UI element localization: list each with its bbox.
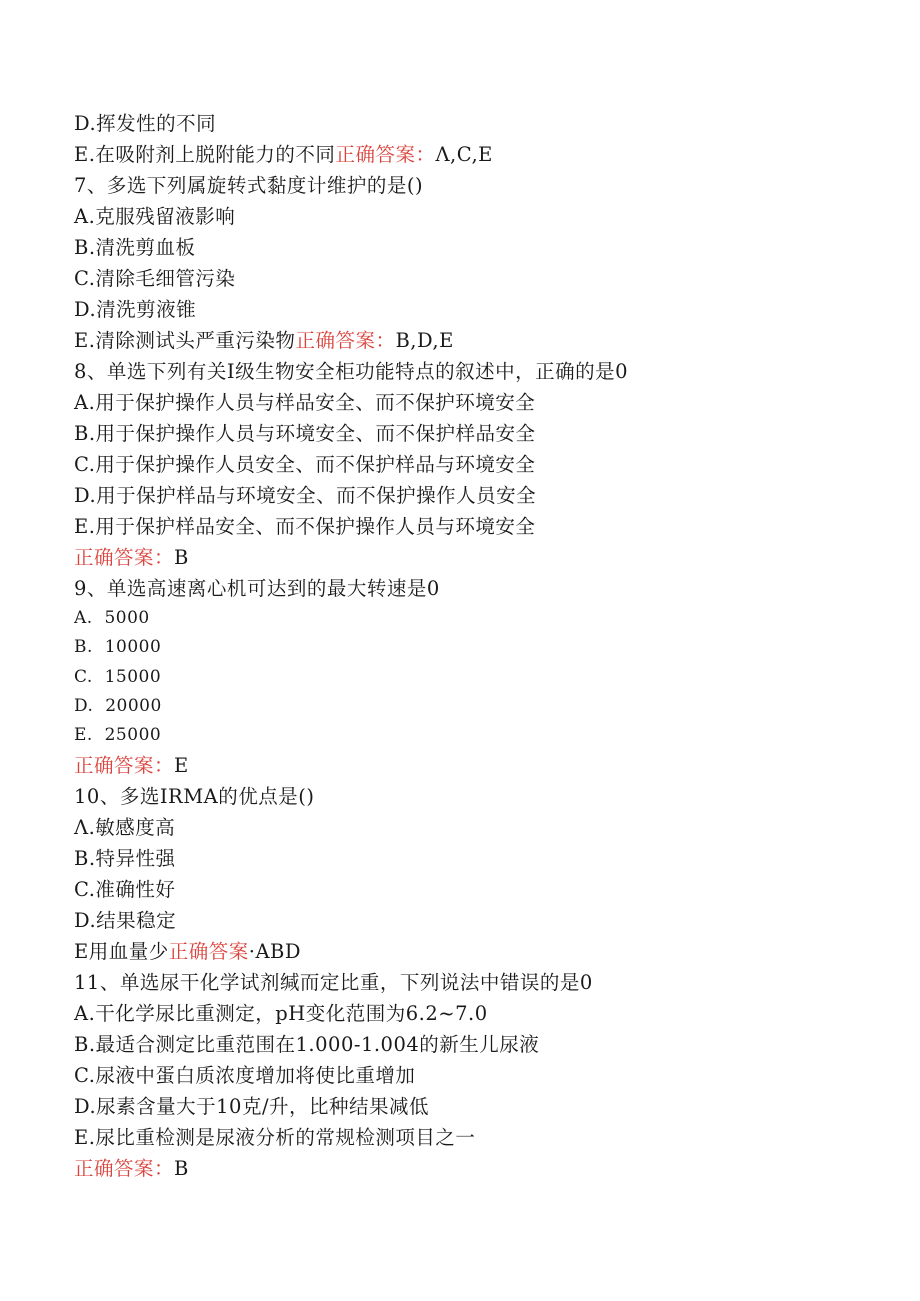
line-text: B.最适合测定比重范围在1.000-1.004的新生儿尿液 (74, 1033, 540, 1057)
line-text: C.尿液中蛋白质浓度增加将使比重增加 (74, 1064, 416, 1088)
answer-value: Λ,C,E (435, 143, 493, 166)
option-line (74, 263, 874, 294)
line-text: 8、单选下列有关I级生物安全柜功能特点的叙述中，正确的是0 (74, 360, 629, 383)
option-line (74, 449, 874, 480)
line-text: A. 5000 (74, 608, 150, 628)
answer-value: B (174, 1157, 189, 1181)
option-line (74, 936, 874, 967)
line-text: E用血量少 (74, 940, 169, 964)
option-line (74, 874, 874, 905)
question-line (74, 573, 874, 604)
text-line (74, 108, 874, 139)
option-line (74, 480, 874, 511)
line-text: A.用于保护操作人员与样品安全、而不保护环境安全 (74, 391, 536, 414)
option-line (74, 387, 874, 418)
line-text: B.特异性强 (74, 847, 176, 871)
text-line (74, 139, 874, 170)
line-text: E.清除测试头严重污染物 (74, 329, 296, 352)
option-line (74, 418, 874, 449)
answer-label: 正确答案： (295, 329, 396, 352)
option-line (74, 843, 874, 874)
line-text: 11、单选尿干化学试剂缄而定比重，下列说法中错误的是0 (74, 971, 593, 995)
option-line (74, 511, 874, 542)
option-line (74, 721, 874, 750)
line-text: 7、多选下列属旋转式黏度计维护的是() (74, 174, 424, 197)
answer-value: E (174, 754, 189, 778)
document-page (74, 108, 874, 1184)
answer-line (74, 1153, 874, 1184)
option-line (74, 201, 874, 232)
answer-label: 正确答案 (168, 940, 249, 964)
option-line (74, 294, 874, 325)
answer-value: B,D,E (395, 329, 454, 352)
option-line (74, 663, 874, 692)
option-line (74, 1091, 874, 1122)
line-text: E.在吸附剂上脱附能力的不同 (74, 143, 336, 166)
line-text: D.用于保护样品与环境安全、而不保护操作人员安全 (74, 484, 537, 507)
option-line (74, 998, 874, 1029)
answer-label: 正确答案： (74, 754, 175, 778)
line-text: A.干化学尿比重测定，pH变化范围为6.2~7.0 (74, 1002, 488, 1026)
answer-label: 正确答案： (74, 546, 175, 569)
line-text: B. 10000 (74, 637, 162, 658)
question-line (74, 356, 874, 387)
line-text: E.尿比重检测是尿液分析的常规检测项目之一 (74, 1126, 476, 1150)
line-text: Λ.敏感度高 (74, 816, 176, 840)
option-line (74, 604, 874, 633)
line-text: A.克服残留液影响 (74, 205, 236, 228)
line-text: D. 20000 (74, 695, 162, 716)
option-line (74, 812, 874, 843)
line-text: D.挥发性的不同 (74, 112, 217, 135)
line-text: C. 15000 (74, 666, 162, 687)
option-line (74, 692, 874, 721)
line-text: 9、单选高速离心机可达到的最大转速是0 (74, 577, 440, 600)
question-line (74, 170, 874, 201)
line-text: D.清洗剪液锥 (74, 298, 197, 321)
line-text: C.用于保护操作人员安全、而不保护样品与环境安全 (74, 453, 536, 476)
question-line (74, 967, 874, 998)
answer-line (74, 542, 874, 573)
line-text: D.尿素含量大于10克/升，比种结果减低 (74, 1095, 430, 1119)
option-line (74, 905, 874, 936)
line-text: E. 25000 (74, 725, 162, 746)
line-text: B.清洗剪血板 (74, 236, 196, 259)
option-line (74, 1122, 874, 1153)
answer-label: 正确答案： (335, 143, 436, 166)
option-line (74, 633, 874, 662)
line-text: B.用于保护操作人员与环境安全、而不保护样品安全 (74, 422, 536, 445)
line-text: D.结果稳定 (74, 909, 177, 933)
option-line (74, 232, 874, 263)
answer-label: 正确答案： (74, 1157, 175, 1181)
line-text: E.用于保护样品安全、而不保护操作人员与环境安全 (74, 515, 536, 538)
question-line (74, 781, 874, 812)
answer-line (74, 750, 874, 781)
option-line (74, 1029, 874, 1060)
line-text: C.准确性好 (74, 878, 176, 902)
line-text: C.清除毛细管污染 (74, 267, 236, 290)
answer-value: ·ABD (248, 940, 302, 964)
line-text: 10、多选IRMA的优点是() (74, 785, 315, 809)
option-line (74, 325, 874, 356)
answer-value: B (174, 546, 189, 569)
option-line (74, 1060, 874, 1091)
